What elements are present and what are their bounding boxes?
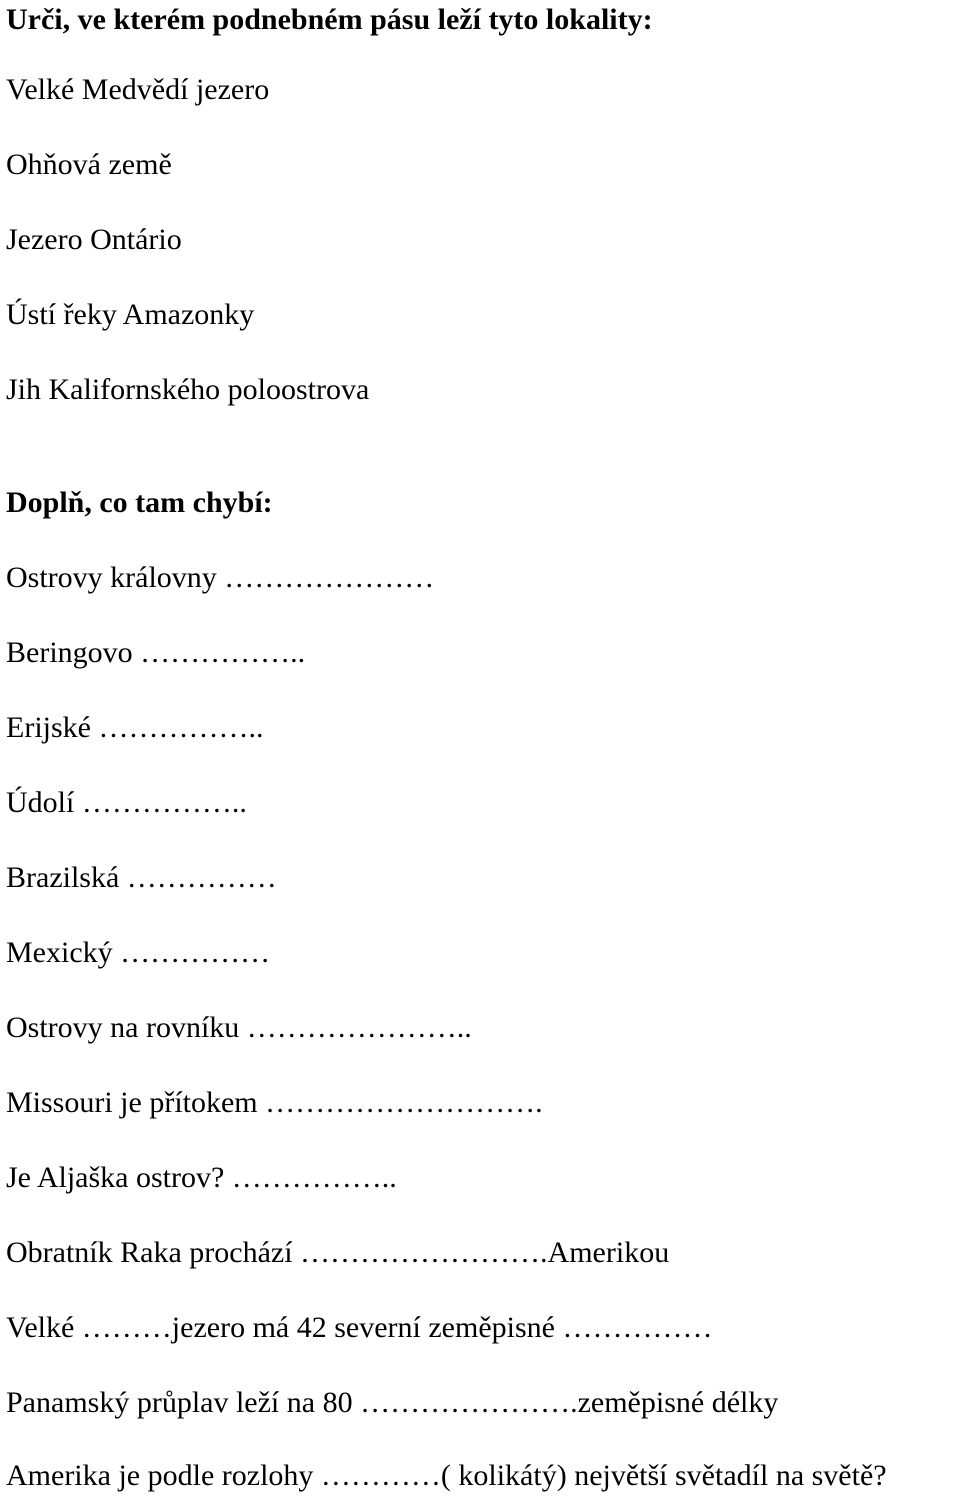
fill-in-item: Velké ………jezero má 42 severní zeměpisné …………… <box>6 1311 713 1344</box>
location-item: Velké Medvědí jezero <box>6 73 270 106</box>
fill-in-item: Amerika je podle rozlohy …………( kolikátý) největší světadíl na světě? <box>6 1459 887 1492</box>
fill-in-item: Missouri je přítokem ………………………. <box>6 1086 543 1119</box>
location-item: Ústí řeky Amazonky <box>6 298 255 331</box>
fill-in-item: Panamský průplav leží na 80 ………………….zeměpisné délky <box>6 1386 779 1419</box>
fill-in-item: Brazilská …………… <box>6 861 277 894</box>
section1-heading: Urči, ve kterém podnebném pásu leží tyto lokality: <box>6 3 653 36</box>
fill-in-item: Obratník Raka prochází …………………….Amerikou <box>6 1236 670 1269</box>
fill-in-item: Erijské …………….. <box>6 711 264 744</box>
fill-in-item: Ostrovy na rovníku ………………….. <box>6 1011 472 1044</box>
fill-in-item: Je Aljaška ostrov? …………….. <box>6 1161 397 1194</box>
fill-in-item: Ostrovy královny ………………… <box>6 561 435 594</box>
fill-in-item: Údolí …………….. <box>6 786 247 819</box>
location-item: Jih Kalifornského poloostrova <box>6 373 370 406</box>
section2-heading: Doplň, co tam chybí: <box>6 486 273 519</box>
location-item: Ohňová země <box>6 148 172 181</box>
fill-in-item: Mexický …………… <box>6 936 271 969</box>
fill-in-item: Beringovo …………….. <box>6 636 306 669</box>
location-item: Jezero Ontário <box>6 223 182 256</box>
